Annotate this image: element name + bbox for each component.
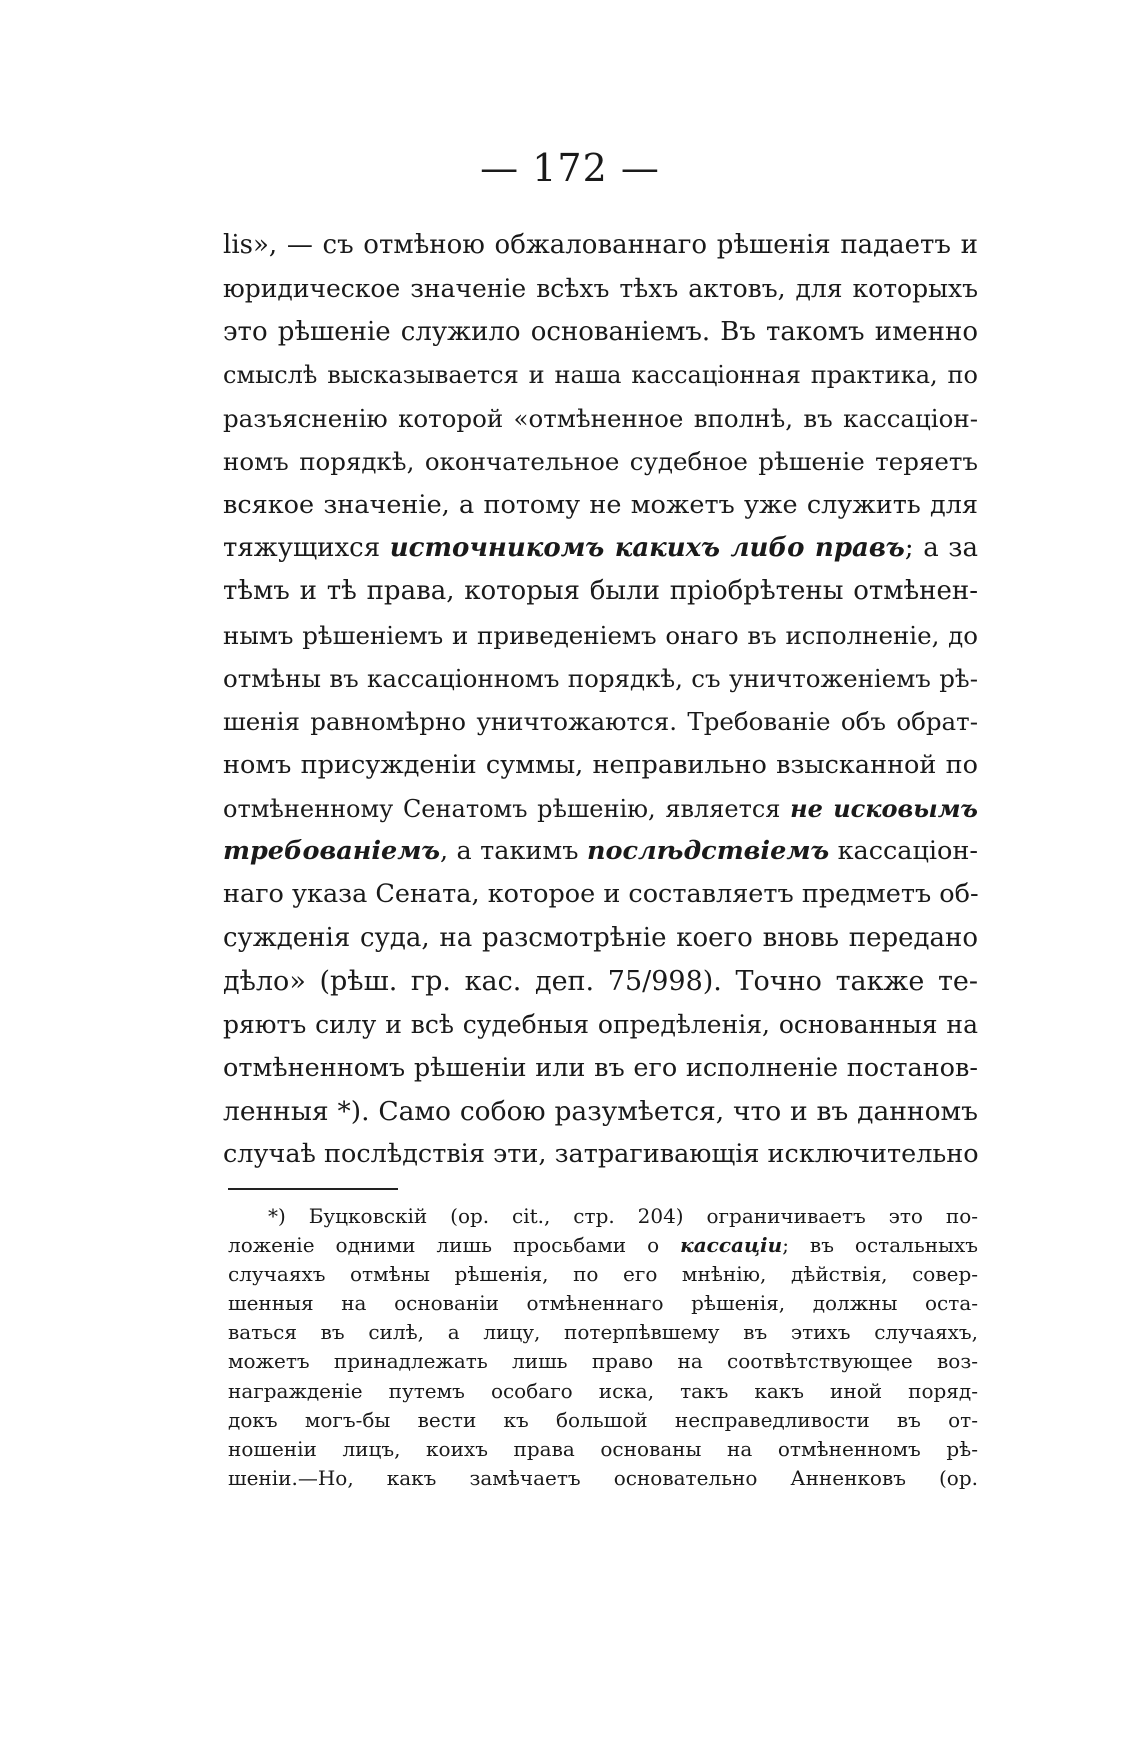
footnote-line: награжденіе путемъ особаго иска, такъ какъ иной поряд- [228,1378,978,1403]
text-line: смыслѣ высказывается и наша кассаціонная практика, по [223,360,978,389]
footnote-line: шеніи.—Но, какъ замѣчаетъ основательно Анненковъ (ор. [228,1465,978,1490]
text-line: номъ порядкѣ, окончательное судебное рѣшеніе теряетъ [223,447,978,477]
footnote-line: докъ могъ-бы вести къ большой несправедливости въ от- [228,1407,978,1432]
text-line: нымъ рѣшеніемъ и приведеніемъ онаго въ исполненіе, до [223,620,978,650]
text-line [223,787,978,830]
text-line [223,830,978,873]
text-span: ; а за [904,533,978,564]
text-line: сужденія суда, на разсмотрѣніе коего вновь передано [223,922,978,953]
text-line: разъясненію которой «отмѣненное вполнѣ, въ кассаціон- [223,404,978,434]
text-line: тѣмъ и тѣ права, которыя были пріобрѣтены отмѣнен- [223,576,978,607]
emphasis-text: послѣдствіемъ [586,836,830,867]
text-span: кассаціон- [837,836,979,867]
text-line: всякое значеніе, а потому не можетъ уже служить для [223,489,978,520]
text-span: ложеніе одними лишь просьбами о [228,1233,660,1258]
text-line: отмѣны въ кассаціонномъ порядкѣ, съ уничтоженіемъ рѣ- [223,663,978,693]
emphasis-text: не исковымъ [790,793,978,823]
footnote-line: шенныя на основаніи отмѣненнаго рѣшенія, должны оста- [228,1291,978,1316]
footnote-line: можетъ принадлежать лишь право на соотвѣтствующее воз- [228,1349,978,1374]
footnote-line [228,1231,978,1260]
text-line: ленныя *). Само собою разумѣется, что и въ данномъ [223,1095,978,1127]
text-line: дѣло» (рѣш. гр. кас. деп. 75/998). Точно также те- [223,966,978,998]
text-line: отмѣненномъ рѣшеніи или въ его исполненіе постанов- [223,1052,978,1083]
text-line: случаѣ послѣдствія эти, затрагивающія исключительно [223,1139,979,1170]
footnote-line: случаяхъ отмѣны рѣшенія, по его мнѣнію, дѣйствія, совер- [228,1262,978,1287]
text-line: наго указа Сената, которое и составляетъ предметъ об- [223,879,979,910]
text-line: юридическое значеніе всѣхъ тѣхъ актовъ, для которыхъ [223,274,978,304]
text-span: тяжущихся [223,533,381,564]
text-line: шенія равномѣрно уничтожаются. Требованіе объ обрат- [223,707,978,737]
text-span: , а такимъ [440,836,579,867]
text-line [223,527,978,570]
footnote-line: ваться въ силѣ, а лицу, потерпѣвшему въ этихъ случаяхъ, [228,1320,978,1345]
emphasis-text: кассаціи [680,1233,783,1258]
text-line: номъ присужденіи суммы, неправильно взысканной по [223,749,978,780]
text-span: отмѣненному Сенатомъ рѣшенію, является [223,794,781,823]
footnote [228,1202,978,1493]
text-line: lis», — съ отмѣною обжалованнаго рѣшенія падаетъ и [223,230,978,260]
emphasis-text: требованіемъ [223,836,441,867]
text-line: ряютъ силу и всѣ судебныя опредѣленія, основанныя на [223,1010,978,1040]
text-span: ; въ остальныхъ [782,1233,979,1258]
text-line: это рѣшеніе служило основаніемъ. Въ такомъ именно [223,316,978,347]
main-text [223,224,978,1177]
page-number: — 172 — [480,146,660,190]
emphasis-text: источникомъ какихъ либо правъ [389,533,905,564]
footnote-line: ношеніи лицъ, коихъ права основаны на отмѣненномъ рѣ- [228,1436,978,1461]
footnote-divider [228,1188,398,1190]
footnote-line: *) Буцковскій (ор. cit., стр. 204) ограничиваетъ это по- [268,1204,978,1228]
